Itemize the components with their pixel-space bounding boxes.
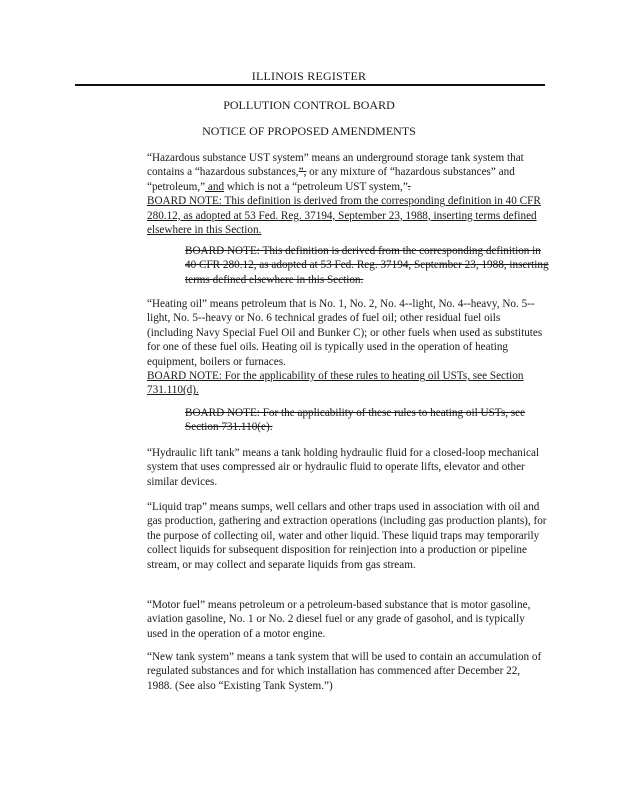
board-title: POLLUTION CONTROL BOARD [223,98,395,112]
definition-new-tank-system: “New tank system” means a tank system that will be used to contain an accumulation of regulated substances and for which installation has commenced after December 22, 1988. (See also “Existing Tank System.”) [147,651,542,692]
hazardous-text-1: “Hazardous substance UST system” means an underground storage tank system that contains a “hazardous substances, [147,152,524,179]
hazardous-text-2: or any mixture of “hazardous substances” and “petroleum,” [147,166,515,193]
definition-liquid-trap: “Liquid trap” means sumps, well cellars and other traps used in association with oil and gas production, gathering and extraction operations (including gas production plants), for the purpose of collecting oil, water and other liquid. These liquid traps may temporarily collect liquids for subsequent disposition for reinjection into a production or pipeline stream, or may collect and separate liquids from gas stream. [147,501,547,571]
hazardous-text-3: which is not a “petroleum UST system,” [224,180,408,193]
definition-hazardous-substance [147,151,547,237]
heating-oil-board-note-deleted: BOARD NOTE: For the applicability of these rules to heating oil USTs, see Section 731.110(e). [185,407,526,434]
heating-oil-board-note-inserted: BOARD NOTE: For the applicability of these rules to heating oil USTs, see Section 731.110(d). [147,370,524,397]
notice-title: NOTICE OF PROPOSED AMENDMENTS [202,124,416,138]
hazardous-deleted-1: ”, [298,166,307,179]
header-rule [75,84,545,86]
definition-motor-fuel: “Motor fuel” means petroleum or a petroleum-based substance that is motor gasoline, aviation gasoline, No. 1 or No. 2 diesel fuel or any grade of gasohol, and is typically used in the operation of a motor engine. [147,599,531,640]
hazardous-deleted-2: . [407,180,411,193]
hazardous-board-note-inserted: BOARD NOTE: This definition is derived from the corresponding definition in 40 CFR 280.12, as adopted at 53 Fed. Reg. 37194, September 23, 1988, inserting terms defined elsewhere in this Section. [147,195,541,237]
register-title: ILLINOIS REGISTER [251,69,367,83]
hazardous-inserted-and: and [205,180,225,193]
definition-heating-oil [147,297,547,398]
heating-oil-text: “Heating oil” means petroleum that is No. 1, No. 2, No. 4--light, No. 4--heavy, No. 5--light, No. 5--heavy or No. 6 technical grades of fuel oil; other residual fuel oils (including Navy Special Fuel Oil and Bunker C); or other fuels when used as substitutes for one of these fuel oils. Heating oil is typically used in the operation of heating equipment, boilers or furnaces. [147,298,543,368]
definition-hydraulic-lift-tank: “Hydraulic lift tank” means a tank holding hydraulic fluid for a closed-loop mechanical system that uses compressed air or hydraulic fluid to operate lifts, elevator and other similar devices. [147,447,540,488]
hazardous-board-note-deleted: BOARD NOTE: This definition is derived from the corresponding definition in 40 CFR 280.12, as adopted at 53 Fed. Reg. 37194, September 23, 1988, inserting terms defined elsewhere in this Section. [185,245,549,286]
